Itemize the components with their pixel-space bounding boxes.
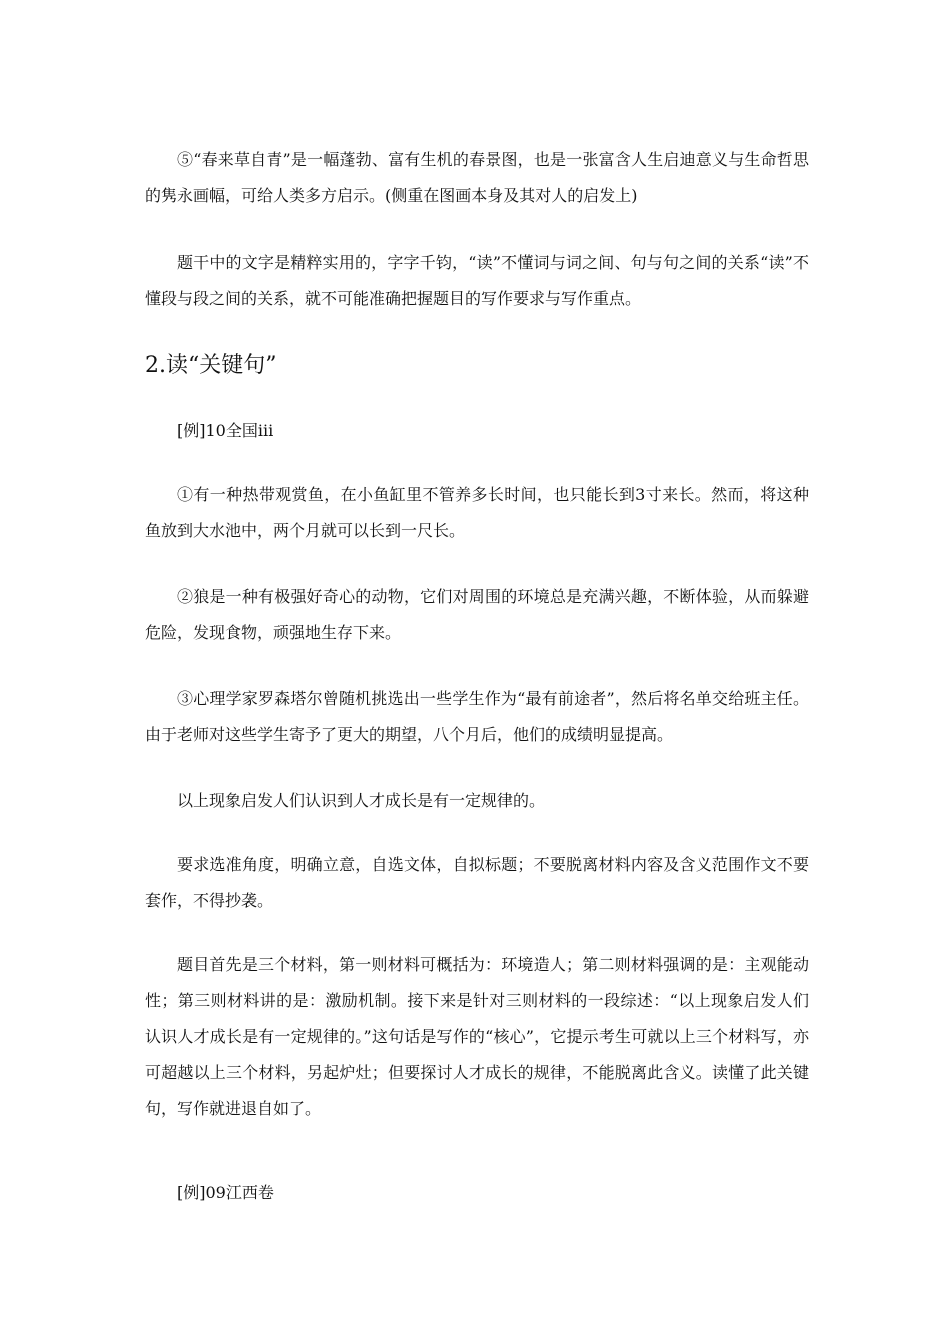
material-one-fish: ①有一种热带观赏鱼，在小鱼缸里不管养多长时间，也只能长到3寸来长。然而，将这种鱼放到大水池中，两个月就可以长到一尺长。 bbox=[145, 485, 809, 540]
material-two-wolf: ②狼是一种有极强好奇心的动物，它们对周围的环境总是充满兴趣，不断体验，从而躲避危险，发现食物，顽强地生存下来。 bbox=[145, 587, 809, 642]
analysis-paragraph: 题目首先是三个材料，第一则材料可概括为：环境造人；第二则材料强调的是：主观能动性；第三则材料讲的是：激励机制。接下来是针对三则材料的一段综述：“以上现象启发人们认识人才成长是有一定规律的。”这句话是写作的“核心”，它提示考生可就以上三个材料写，亦可超越以上三个材料，另起炉灶；但要探讨人才成长的规律，不能脱离此含义。读懂了此关键句，写作就进退自如了。 bbox=[145, 955, 809, 1118]
paragraph-reading-relations: 题干中的文字是精粹实用的，字字千钧，“读”不懂词与词之间、句与句之间的关系“读”不懂段与段之间的关系，就不可能准确把握题目的写作要求与写作重点。 bbox=[145, 253, 809, 308]
example-label-2009: [例]09江西卷 bbox=[177, 1183, 274, 1202]
paragraph-spring-grass: ⑤“春来草自青”是一幅蓬勃、富有生机的春景图，也是一张富含人生启迪意义与生命哲思的隽永画幅，可给人类多方启示。(侧重在图画本身及其对人的启发上) bbox=[145, 150, 809, 205]
writing-requirements: 要求选准角度，明确立意，自选文体，自拟标题；不要脱离材料内容及含义范围作文不要套作，不得抄袭。 bbox=[145, 855, 809, 910]
section-heading-key-sentence: 2.读“关键句” bbox=[145, 353, 277, 378]
example-label-2010: [例]10全国iii bbox=[177, 421, 274, 440]
material-three-rosenthal: ③心理学家罗森塔尔曾随机挑选出一些学生作为“最有前途者”，然后将名单交给班主任。由于老师对这些学生寄予了更大的期望，八个月后，他们的成绩明显提高。 bbox=[145, 689, 809, 744]
summary-sentence: 以上现象启发人们认识到人才成长是有一定规律的。 bbox=[177, 791, 546, 810]
